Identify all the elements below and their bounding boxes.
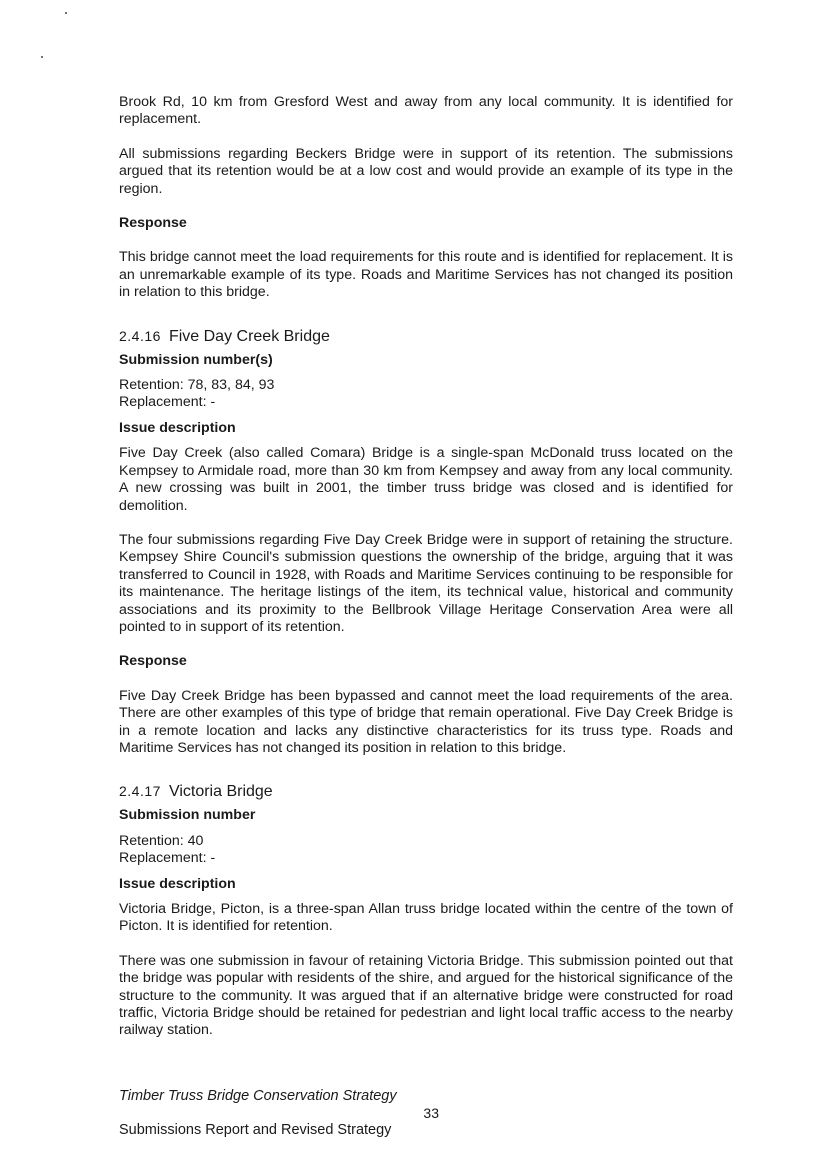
- issue-heading: Issue description: [119, 419, 236, 436]
- section-number: 2.4.17: [119, 783, 161, 800]
- section-title: Five Day Creek Bridge: [168, 327, 330, 345]
- footer-title: Timber Truss Bridge Conservation Strategy: [119, 1088, 397, 1104]
- paragraph: There was one submission in favour of retaining Victoria Bridge. This submission pointed out that the bridge was popular with residents of the shire, and argued for the historical significance of the structure to the community. It was argued that if an alternative bridge were constructed for road traffic, Victoria Bridge should be retained for pedestrian and light local traffic access to the nearby railway station.: [119, 952, 733, 1039]
- footer-subtitle: Submissions Report and Revised Strategy: [119, 1122, 392, 1138]
- paragraph: This bridge cannot meet the load requirements for this route and is identified for replacement. It is an unremarkable example of its type. Roads and Maritime Services has not changed its position in relation to this bridge.: [119, 249, 733, 301]
- response-heading: Response: [119, 215, 187, 232]
- paragraph: The four submissions regarding Five Day Creek Bridge were in support of retaining the structure. Kempsey Shire Council's submission questions the ownership of the bridge, arguing that it was transferred to Council in 1928, with Roads and Maritime Services continuing to be responsible for its maintenance. The heritage listings of the item, its technical value, historical and community associations and its proximity to the Bellbrook Village Heritage Conservation Area were all pointed to in support of its retention.: [119, 531, 733, 635]
- section-heading: [119, 781, 733, 802]
- document-body: [119, 94, 733, 1040]
- retention-line: Retention: 40: [119, 832, 204, 849]
- page-number: 33: [423, 1105, 439, 1121]
- paragraph: Victoria Bridge, Picton, is a three-span Allan truss bridge located within the centre of the town of Picton. It is identified for retention.: [119, 901, 733, 935]
- submission-heading: Submission number: [119, 807, 256, 824]
- page-footer: [119, 1087, 439, 1139]
- section-number: 2.4.16: [119, 327, 161, 344]
- paragraph: Five Day Creek (also called Comara) Bridge is a single-span McDonald truss located on the Kempsey to Armidale road, more than 30 km from Kempsey and away from any local community. A new crossing was built in 2001, the timber truss bridge was closed and is identified for demolition.: [119, 445, 733, 514]
- issue-heading: Issue description: [119, 875, 236, 892]
- retention-line: Retention: 78, 83, 84, 93: [119, 377, 275, 394]
- scan-speck: [41, 56, 43, 58]
- submission-heading: Submission number(s): [119, 351, 273, 368]
- replacement-line: Replacement: -: [119, 850, 216, 867]
- response-heading: Response: [119, 653, 187, 670]
- scan-speck: [65, 12, 67, 14]
- replacement-line: Replacement: -: [119, 394, 216, 411]
- paragraph: Five Day Creek Bridge has been bypassed and cannot meet the load requirements of the area. There are other examples of this type of bridge that remain operational. Five Day Creek Bridge is in a remote location and lacks any distinctive characteristics for its truss type. Roads and Maritime Services has not changed its position in relation to this bridge.: [119, 687, 733, 756]
- section-title: Victoria Bridge: [168, 783, 273, 801]
- paragraph: Brook Rd, 10 km from Gresford West and away from any local community. It is identified for replacement.: [119, 94, 733, 128]
- section-heading: [119, 326, 733, 347]
- paragraph: All submissions regarding Beckers Bridge were in support of its retention. The submissions argued that its retention would be at a low cost and would provide an example of its type in the region.: [119, 145, 733, 197]
